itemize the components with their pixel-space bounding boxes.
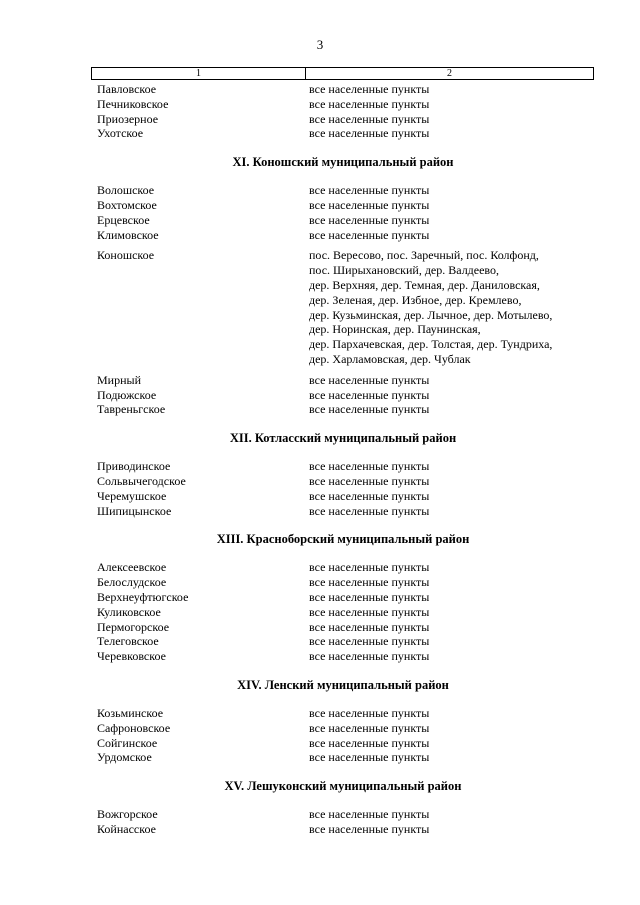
settlement-places: все населенные пункты [309,619,430,634]
settlement-name: Волошское [97,183,155,198]
places-line: дер. Верхняя, дер. Темная, дер. Даниловская, [309,277,540,292]
settlement-name: Климовское [97,227,159,242]
settlement-places: все населенные пункты [309,459,430,474]
settlement-places: все населенные пункты [309,503,430,518]
table-row [97,605,597,620]
table-row [97,504,597,519]
table-row [97,750,597,765]
table-row [97,97,597,112]
settlement-places: все населенные пункты [309,387,430,402]
settlement-places: все населенные пункты [309,589,430,604]
settlement-name: Черемушское [97,488,167,503]
settlement-name: Черевковское [97,649,166,664]
settlement-places: все населенные пункты [309,473,430,488]
page-number: 3 [316,37,324,52]
table-row-konosha [97,248,597,366]
settlement-name: Коношское [97,248,155,263]
places-line: пос. Ширыхановский, дер. Валдеево, [309,263,500,278]
places-line: дер. Зеленая, дер. Избное, дер. Кремлево, [309,292,522,307]
settlement-places: все населенные пункты [309,750,430,765]
table-row [97,807,597,822]
settlement-places: все населенные пункты [309,575,430,590]
table-row [97,736,597,751]
table-row [97,228,597,243]
settlement-places: все населенные пункты [309,183,430,198]
settlement-places: все населенные пункты [309,372,430,387]
table-row [97,82,597,97]
table-row [97,126,597,141]
settlement-places: все населенные пункты [309,197,430,212]
table-row [97,373,597,388]
settlement-name: Козьминское [97,705,164,720]
settlement-name: Ерцевское [97,212,150,227]
settlement-name: Печниковское [97,96,169,111]
settlement-name: Вожгорское [97,807,158,822]
settlement-name: Урдомское [97,750,152,765]
table-header-col2: 2 [447,68,452,79]
settlement-places: все населенные пункты [309,735,430,750]
settlement-places: все населенные пункты [309,488,430,503]
document-body [97,82,597,837]
settlement-places: все населенные пункты [309,402,430,417]
table-row [97,459,597,474]
settlement-name: Ухотское [97,126,144,141]
places-line: дер. Пархачевская, дер. Толстая, дер. Тундриха, [309,337,553,352]
settlement-places-list [309,248,597,366]
settlement-name: Тавреньгское [97,402,166,417]
table-row [97,213,597,228]
settlement-name: Пермогорское [97,619,170,634]
settlement-name: Мирный [97,372,141,387]
table-row [97,575,597,590]
settlement-places: все населенные пункты [309,649,430,664]
settlement-name: Сойгинское [97,735,158,750]
top-rows [97,82,597,141]
settlement-name: Белослудское [97,575,167,590]
table-row [97,474,597,489]
district-title-13: XIII. Красноборский муниципальный район [216,532,470,547]
settlement-name: Сольвычегодское [97,473,186,488]
settlement-places: все населенные пункты [309,96,430,111]
places-line: дер. Кузьминская, дер. Лычное, дер. Мотылево, [309,307,553,322]
table-row [97,634,597,649]
places-line: пос. Вересово, пос. Заречный, пос. Колфонд, [309,248,539,263]
table-row [97,183,597,198]
settlement-name: Куликовское [97,604,161,619]
settlement-places: все населенные пункты [309,821,430,836]
table-row [97,822,597,837]
settlement-places: все населенные пункты [309,212,430,227]
settlement-places: все населенные пункты [309,560,430,575]
settlement-places: все населенные пункты [309,705,430,720]
settlement-places: все населенные пункты [309,720,430,735]
table-row [97,620,597,635]
table-row [97,560,597,575]
table-header [91,67,594,80]
table-row [97,706,597,721]
settlement-name: Подюжское [97,387,157,402]
table-row [97,489,597,504]
table-row [97,112,597,127]
table-row [97,649,597,664]
table-row [97,388,597,403]
settlement-name: Койнасское [97,821,156,836]
district-title-12: XII. Котласский муниципальный район [229,431,457,446]
settlement-places: все населенные пункты [309,126,430,141]
settlement-name: Сафроновское [97,720,171,735]
settlement-places: все населенные пункты [309,807,430,822]
settlement-places: все населенные пункты [309,111,430,126]
places-line: дер. Норинская, дер. Паунинская, [309,322,481,337]
settlement-places: все населенные пункты [309,604,430,619]
district-title-14: XIV. Ленский муниципальный район [237,677,449,692]
table-header-col1: 1 [92,68,306,79]
places-line: дер. Харламовская, дер. Чублак [309,351,471,366]
district-title-15: XV. Лешуконский муниципальный район [224,779,462,794]
table-row [97,198,597,213]
settlement-name: Верхнеуфтюгское [97,589,189,604]
settlement-name: Шипицынское [97,503,172,518]
settlement-name: Павловское [97,82,157,96]
settlement-name: Телеговское [97,634,159,649]
settlement-name: Вохтомское [97,197,157,212]
settlement-places: все населенные пункты [309,227,430,242]
settlement-places: все населенные пункты [309,634,430,649]
district-title-11: XI. Коношский муниципальный район [232,155,454,170]
settlement-places: все населенные пункты [309,82,430,96]
table-row [97,590,597,605]
settlement-name: Алексеевское [97,560,167,575]
table-row [97,721,597,736]
settlement-name: Приводинское [97,459,171,474]
table-row [97,402,597,417]
settlement-name: Приозерное [97,111,159,126]
